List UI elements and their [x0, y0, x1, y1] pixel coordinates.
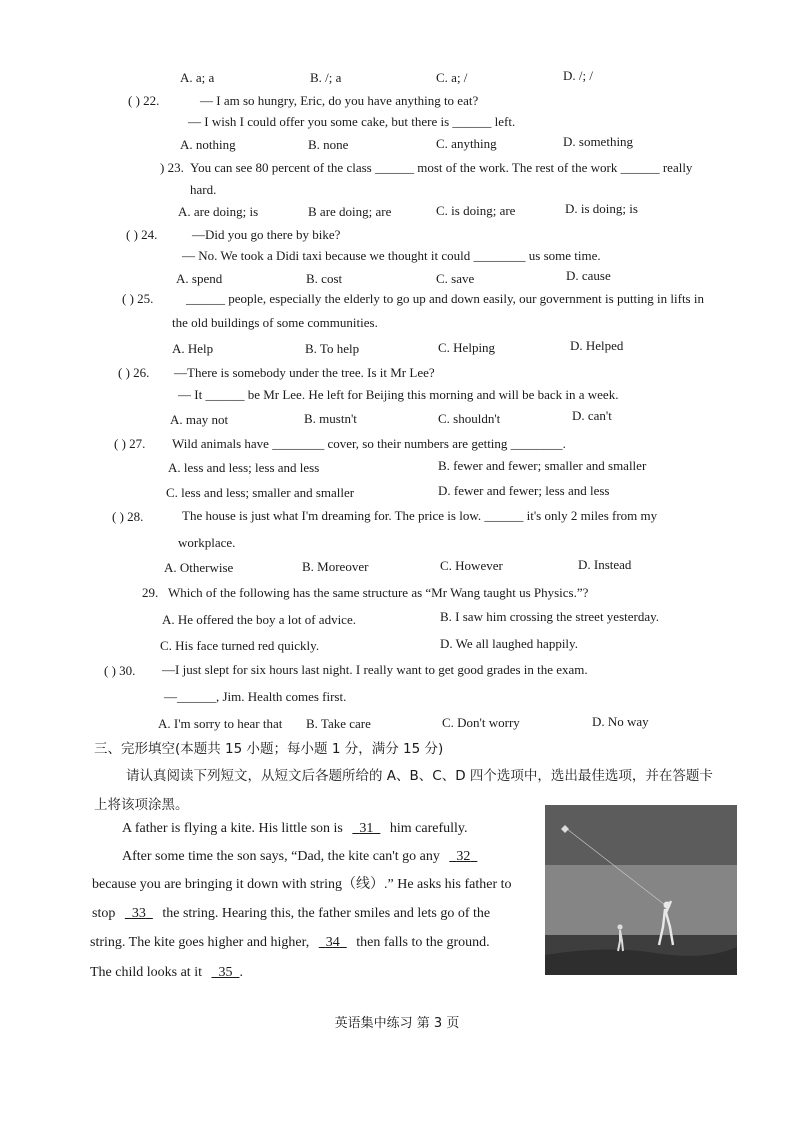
q29-number: 29.	[142, 585, 159, 600]
q25-option-d: D. Helped	[570, 338, 624, 353]
q25-option-b: B. To help	[305, 341, 360, 356]
q29-option-d: D. We all laughed happily.	[440, 636, 578, 651]
q22-option-c: C. anything	[436, 136, 497, 151]
q26-number: ( ) 26.	[118, 365, 150, 380]
q21-option-d: D. /; /	[563, 68, 593, 83]
section3-instruction-1: 请认真阅读下列短文，从短文后各题所给的 A、B、C、D 四个选项中，选出最佳选项，并在答题卡	[126, 768, 713, 784]
q26-option-a: A. may not	[170, 412, 229, 427]
q26-option-c: C. shouldn't	[438, 411, 501, 426]
page-footer: 英语集中练习 第 3 页	[334, 1016, 460, 1031]
q25-option-a: A. Help	[172, 341, 214, 356]
q21-option-c: C. a; /	[436, 70, 468, 85]
q28-stem-1: The house is just what I'm dreaming for. The price is low. ______ it's only 2 miles from my	[182, 508, 658, 523]
q29-stem-1: Which of the following has the same structure as “Mr Wang taught us Physics.”?	[168, 585, 589, 600]
q26-option-b: B. mustn't	[304, 411, 357, 426]
blank-33: 33	[131, 906, 146, 921]
passage-text: The child looks at it	[90, 965, 202, 980]
passage-line-2	[122, 848, 477, 866]
q27-option-c: C. less and less; smaller and smaller	[166, 485, 355, 500]
q30-option-b: B. Take care	[306, 716, 371, 731]
q27-option-b: B. fewer and fewer; smaller and smaller	[438, 458, 647, 473]
q30-number: ( ) 30.	[104, 663, 136, 678]
q30-option-d: D. No way	[592, 714, 649, 729]
blank-32: 32	[456, 849, 471, 864]
q28-option-c: C. However	[440, 558, 503, 573]
q25-number: ( ) 25.	[122, 291, 154, 306]
q25-stem-1: ______ people, especially the elderly to go up and down easily, our government is putting in lifts in	[186, 291, 704, 306]
q22-number: ( ) 22.	[128, 93, 160, 108]
blank-31: 31	[359, 821, 374, 836]
q22-stem-2: — I wish I could offer you some cake, but there is ______ left.	[188, 114, 516, 129]
q24-option-b: B. cost	[306, 271, 343, 286]
q24-option-d: D. cause	[566, 268, 611, 283]
passage-text: the string. Hearing this, the father smiles and lets go of the	[162, 906, 491, 921]
q25-stem-2: the old buildings of some communities.	[172, 315, 378, 330]
blank-34: 34	[325, 935, 340, 950]
passage-line-3: because you are bringing it down with string（线）.” He asks his father to	[92, 877, 512, 892]
q28-option-a: A. Otherwise	[164, 560, 234, 575]
passage-line-1	[122, 820, 468, 838]
q23-stem-2: hard.	[190, 182, 217, 197]
q24-stem-1: —Did you go there by bike?	[192, 227, 341, 242]
passage-line-5	[90, 934, 490, 952]
q23-number: ) 23.	[160, 160, 184, 175]
q29-option-c: C. His face turned red quickly.	[160, 638, 320, 653]
q28-stem-2: workplace.	[178, 535, 236, 550]
q22-option-a: A. nothing	[180, 137, 236, 152]
q23-stem-1: You can see 80 percent of the class ______ most of the work. The rest of the work ______ really	[190, 160, 693, 175]
q23-option-a: A. are doing; is	[178, 204, 259, 219]
q24-option-c: C. save	[436, 271, 475, 286]
q28-option-b: B. Moreover	[302, 559, 369, 574]
q25-option-c: C. Helping	[438, 340, 496, 355]
passage-text: string. The kite goes higher and higher,	[90, 935, 310, 950]
q24-number: ( ) 24.	[126, 227, 158, 242]
q24-stem-2: — No. We took a Didi taxi because we thought it could ________ us some time.	[182, 248, 601, 263]
q23-option-b: B are doing; are	[308, 204, 392, 219]
passage-text: stop	[92, 906, 116, 921]
q29-option-b: B. I saw him crossing the street yesterday.	[440, 609, 660, 624]
q28-number: ( ) 28.	[112, 509, 144, 524]
q30-option-c: C. Don't worry	[442, 715, 520, 730]
q30-option-a: A. I'm sorry to hear that	[158, 716, 283, 731]
q21-option-a: A. a; a	[180, 70, 215, 85]
kite-photo	[545, 805, 737, 975]
q23-option-c: C. is doing; are	[436, 203, 516, 218]
q26-option-d: D. can't	[572, 408, 612, 423]
q26-stem-1: —There is somebody under the tree. Is it Mr Lee?	[174, 365, 435, 380]
q27-stem-1: Wild animals have ________ cover, so their numbers are getting ________.	[172, 436, 566, 451]
section3-heading: 三、完形填空(本题共 15 小题；每小题 1 分，满分 15 分)	[94, 741, 444, 757]
q30-stem-2: —______, Jim. Health comes first.	[164, 689, 347, 704]
q27-option-d: D. fewer and fewer; less and less	[438, 483, 610, 498]
q22-stem-1: — I am so hungry, Eric, do you have anything to eat?	[200, 93, 479, 108]
blank-35: 35	[218, 965, 233, 980]
q22-option-d: D. something	[563, 134, 634, 149]
q28-option-d: D. Instead	[578, 557, 632, 572]
passage-text: After some time the son says, “Dad, the kite can't go any	[122, 849, 440, 864]
q21-option-b: B. /; a	[310, 70, 342, 85]
q27-option-a: A. less and less; less and less	[168, 460, 320, 475]
passage-text: A father is flying a kite. His little son is	[122, 821, 343, 836]
q26-stem-2: — It ______ be Mr Lee. He left for Beijing this morning and will be back in a week.	[178, 387, 619, 402]
q24-option-a: A. spend	[176, 271, 223, 286]
passage-text: him carefully.	[389, 821, 468, 836]
q30-stem-1: —I just slept for six hours last night. I really want to get good grades in the exam.	[162, 662, 588, 677]
q27-number: ( ) 27.	[114, 436, 146, 451]
kite-scene-icon	[545, 805, 737, 975]
passage-line-4	[92, 905, 490, 923]
q29-option-a: A. He offered the boy a lot of advice.	[162, 612, 356, 627]
q23-option-d: D. is doing; is	[565, 201, 638, 216]
passage-line-6: The child looks at it 35 .	[90, 965, 243, 980]
section3-instruction-2: 上将该项涂黑。	[94, 797, 189, 813]
q22-option-b: B. none	[308, 137, 349, 152]
passage-text: then falls to the ground.	[356, 935, 490, 950]
